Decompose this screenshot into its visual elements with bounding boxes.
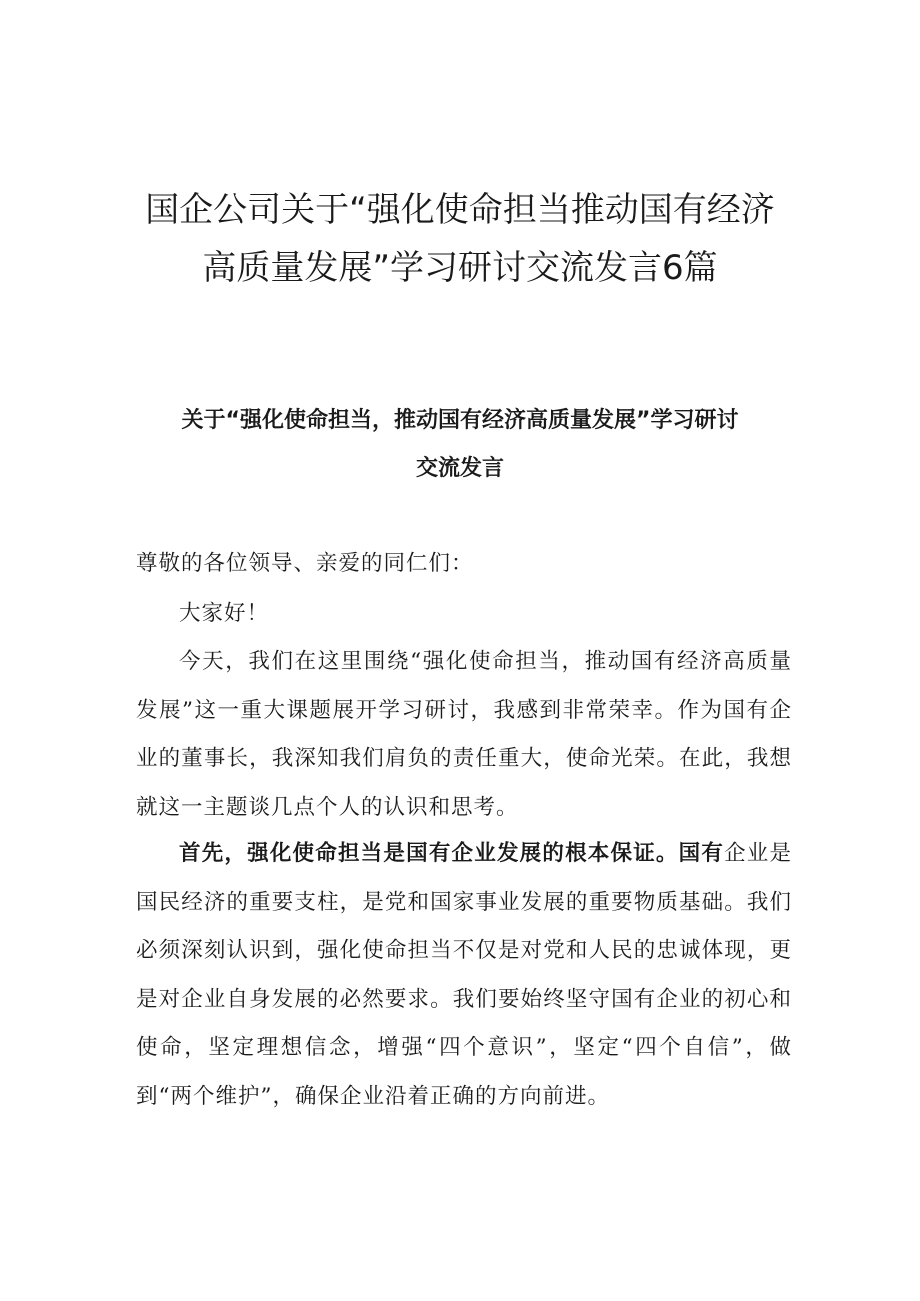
- paragraph-first-point-body: 企业是国民经济的重要支柱，是党和国家事业发展的重要物质基础。我们必须深刻认识到，强化使命担当不仅是对党和人民的忠诚体现，更是对企业自身发展的必然要求。我们要始终坚守国有企业的初心和使命，坚定理想信念，增强“四个意识”，坚定“四个自信”，做到“两个维护”，确保企业沿着正确的方向前进。: [136, 841, 792, 1109]
- paragraph-first-point-lead: 首先，强化使命担当是国有企业发展的根本保证。国有: [179, 841, 725, 866]
- document-title: [60, 181, 860, 297]
- speech-title-line-2: 交流发言: [415, 456, 504, 481]
- document-title-line-1: 国企公司关于“强化使命担当推动国有经济: [145, 190, 775, 230]
- speech-title: [100, 397, 820, 493]
- speech-title-line-1: 关于“强化使命担当，推动国有经济高质量发展”学习研讨: [181, 408, 739, 433]
- paragraph-first-point: [136, 830, 792, 1121]
- salutation: 尊敬的各位领导、亲爱的同仁们：: [136, 551, 474, 576]
- greeting: 大家好！: [179, 601, 270, 626]
- paragraph-intro: 今天，我们在这里围绕“强化使命担当，推动国有经济高质量发展”这一重大课题展开学习研讨，我感到非常荣幸。作为国有企业的董事长，我深知我们肩负的责任重大，使命光荣。在此，我想就这一主题谈几点个人的认识和思考。: [136, 649, 792, 820]
- document-title-line-2: 高质量发展”学习研讨交流发言6篇: [202, 248, 718, 288]
